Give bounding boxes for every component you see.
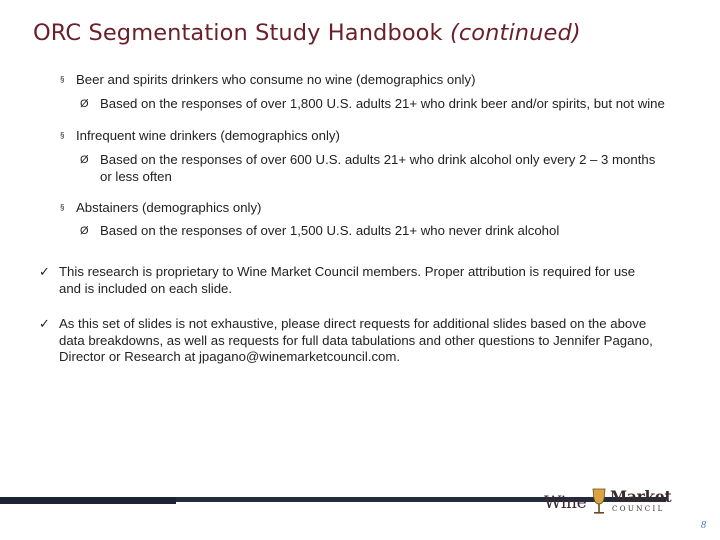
check-text-continued: data breakdowns, as well as requests for full data tabulations and other questions to Jennifer Pagano, (59, 332, 653, 348)
bullet-item-beer-spirits (60, 72, 475, 89)
sub-bullet-item-infrequent (80, 152, 655, 185)
logo-word-market: Market (610, 487, 672, 506)
sub-bullet-item-beer-spirits (80, 96, 665, 113)
sub-bullet-text: Based on the responses of over 1,800 U.S. adults 21+ who drink beer and/or spirits, but not wine (100, 96, 665, 111)
square-bullet-icon: § (60, 203, 65, 212)
check-text: As this set of slides is not exhaustive, please direct requests for additional slides based on the above (59, 316, 647, 331)
logo-word-wine: Wine (544, 493, 587, 513)
arrow-bullet-icon: Ø (80, 154, 89, 166)
check-text-continued: and is included on each slide. (59, 280, 233, 296)
checkmark-icon: ✓ (39, 264, 50, 279)
bullet-item-abstainers (60, 200, 261, 217)
sub-bullet-text: Based on the responses of over 1,500 U.S. adults 21+ who never drink alcohol (100, 223, 560, 238)
footer-bar-accent (0, 497, 176, 504)
check-text: This research is proprietary to Wine Market Council members. Proper attribution is required for use (59, 264, 636, 279)
wine-market-council-logo (542, 484, 672, 518)
bullet-text: Abstainers (demographics only) (76, 200, 262, 215)
wine-glass-icon (591, 488, 607, 521)
page-number: 8 (701, 520, 706, 531)
check-item-requests (39, 316, 653, 366)
bullet-item-infrequent (60, 128, 340, 145)
bullet-text: Beer and spirits drinkers who consume no wine (demographics only) (76, 72, 476, 87)
checkmark-icon: ✓ (39, 316, 50, 331)
sub-bullet-text-continued: or less often (100, 168, 172, 184)
slide-title-suffix: (continued) (449, 20, 581, 46)
arrow-bullet-icon: Ø (80, 225, 89, 237)
bullet-text: Infrequent wine drinkers (demographics only) (76, 128, 340, 143)
arrow-bullet-icon: Ø (80, 98, 89, 110)
square-bullet-icon: § (60, 131, 65, 140)
check-item-proprietary (39, 264, 635, 297)
square-bullet-icon: § (60, 75, 65, 84)
slide-title (33, 20, 581, 46)
check-text-continued-2: Director or Research at jpagano@winemarketcouncil.com. (59, 349, 401, 364)
slide-title-text: ORC Segmentation Study Handbook (33, 20, 443, 46)
sub-bullet-item-abstainers (80, 223, 559, 240)
sub-bullet-text: Based on the responses of over 600 U.S. adults 21+ who drink alcohol only every 2 – 3 months (100, 152, 656, 167)
logo-word-council: COUNCIL (612, 505, 665, 513)
